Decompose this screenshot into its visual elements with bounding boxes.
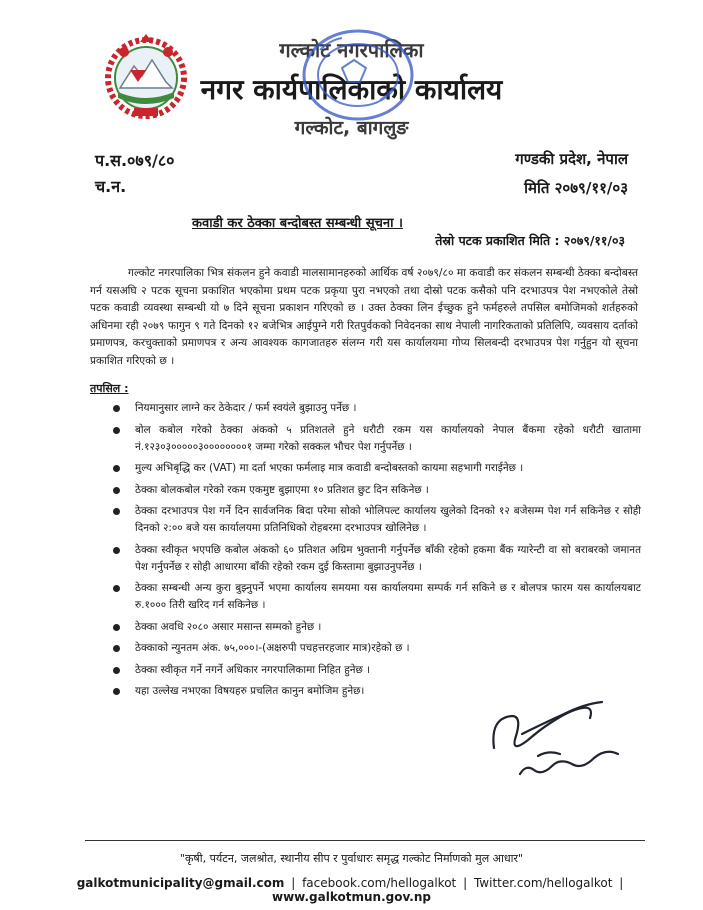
condition-text: यहा उल्लेख नभएका विषयहरु प्रचलित कानुन बमोजिम हुनेछ।	[135, 685, 365, 697]
notice-body: गल्कोट नगरपालिका भित्र संकलन हुने कवाडी मालसामानहरुको आर्थिक वर्ष २०७९/८० मा कवाडी कर संकलन सम्बन्धी ठेक्का बन्दोबस्त गर्न यसअघि २ पटक सूचना प्रकाशित भएकोमा प्रथम पटक प्रकृया पुरा नभएको तथा दोस्रो पटक कसैको पनि दरभाउपत्र पेश नभएकोले तेस्रो पटक कवाडी व्यवस्था सम्बन्धी यो ७ दिने सूचना प्रकाशन गरिएको छ । उक्त ठेक्का लिन ईच्छुक हुने फर्महरुले तपसिल बमोजिमको शर्तहरुको अधिनमा रही २०७९ फागुन ९ गते दिनको १२ बजेभित्र आईपुग्ने गरी रितपुर्वकको निवेदनका साथ नेपाली नागरिकताको प्रतिलिपि, व्यवसाय दर्ताको प्रमाणपत्र, करचुक्ताको प्रमाणपत्र र अन्य आवश्यक कागजातहरु संलग्न गरी यस कार्यालयमा गोप्य सिलबन्दी दरभाउपत्र पेश गर्नुहुन यो सूचना प्रकाशित गरिएको छ ।	[90, 267, 638, 367]
condition-text: ठेक्का स्वीकृत गर्ने नगर्ने अधिकार नगरपालिकामा निहित हुनेछ ।	[135, 663, 371, 676]
condition-text: मुल्य अभिबृद्धि कर (VAT) मा दर्ता भएका फर्मलाइ मात्र कवाडी बन्दोबस्तको कायमा सहभागी गराईनेछ ।	[135, 462, 524, 474]
notice-subject: कवाडी कर ठेक्का बन्दोबस्त सम्बन्धी सूचना ।	[192, 216, 403, 231]
contact-website[interactable]: www.galkotmun.gov.np	[271, 890, 431, 904]
office-title: नगर कार्यपालिकाको कार्यालय	[200, 73, 503, 106]
footer-divider	[85, 840, 645, 841]
list-item	[113, 482, 641, 499]
office-address: गल्कोट, बागलुङ	[294, 117, 409, 139]
bullet-icon	[113, 405, 120, 412]
details-heading: तपसिल :	[90, 382, 129, 395]
condition-text: ठेक्काको न्युनतम अंक. ७५,०००।-(अक्षरुपी पचहत्तरहजार मात्र)रहेको छ ।	[135, 642, 410, 654]
list-item	[113, 400, 641, 417]
contact-email[interactable]: galkotmunicipality@gmail.com	[76, 876, 285, 890]
list-item	[113, 503, 641, 537]
bullet-icon	[113, 427, 120, 434]
bullet-icon	[113, 547, 120, 554]
condition-text: बोल कबोल गरेको ठेक्का अंकको ५ प्रतिशतले हुने धरौटी रकम यस कार्यालयको नेपाल बैंकमा रहेको धरौटी खातामा नं.१२३०३०००००३००००००००१ जम्मा गरेको सक्कल भौचर पेश गर्नुपर्नेछ ।	[135, 423, 641, 453]
separator: |	[619, 876, 624, 890]
official-stamp-icon	[290, 20, 420, 130]
condition-text: ठेक्का अवधि २०८० असार मसान्त सम्मको हुनेछ ।	[135, 620, 322, 633]
list-item	[113, 619, 641, 636]
province-name: गण्डकी प्रदेश, नेपाल	[515, 150, 628, 168]
list-item	[113, 662, 641, 679]
condition-text: नियमानुसार लाग्ने कर ठेकेदार / फर्म स्वयंले बुझाउनु पर्नेछ ।	[135, 402, 357, 414]
list-item	[113, 640, 641, 657]
municipality-name: गल्कोट नगरपालिका	[279, 38, 424, 62]
footer-slogan: "कृषी, पर्यटन, जलश्रोत, स्थानीय सीप र पुर्वाधारः समृद्ध गल्कोट निर्माणको मुल आधार"	[179, 852, 524, 865]
condition-text: ठेक्का सम्बन्धी अन्य कुरा बुझ्नुपर्ने भएमा कार्यालय समयमा यस कार्यालयमा सम्पर्क गर्न सकिने छ र बोलपत्र फारम यस कार्यालयबाट रु.१००० तिरी खरिद गर्न सकिनेछ ।	[135, 582, 641, 611]
notice-date: मिति २०७९/११/०३	[524, 179, 628, 197]
list-item	[113, 580, 641, 614]
publication-date: तेस्रो पटक प्रकाशित मिति : २०७९/११/०३	[435, 233, 625, 248]
list-item	[113, 422, 641, 456]
signature-icon	[482, 678, 652, 788]
contact-facebook[interactable]: facebook.com/hellogalkot	[302, 876, 457, 890]
bullet-icon	[113, 624, 120, 631]
bullet-icon	[113, 465, 120, 472]
reference-number: प.स.०७९/८०	[95, 151, 175, 170]
list-item	[113, 542, 641, 576]
contact-twitter[interactable]: Twitter.com/hellogalkot	[473, 876, 613, 890]
condition-text: ठेक्का बोलकबोल गरेको रकम एकमुष्ट बुझाएमा १० प्रतिशत छुट दिन सकिनेछ ।	[135, 483, 429, 496]
bullet-icon	[113, 487, 120, 494]
bullet-icon	[113, 585, 120, 592]
separator: |	[463, 876, 468, 890]
condition-text: ठेक्का दरभाउपत्र पेश गर्ने दिन सार्वजनिक बिदा परेमा सोको भोलिपल्ट कार्यालय खुलेको दिनको १२ बजेसम्म पेश गर्न सकिनेछ र सोही दिनको २:०० बजे यस कार्यालयमा प्रतिनिधिको रोहबरमा दरभाउपत्र खोलिनेछ ।	[135, 505, 641, 534]
dispatch-number: च.न.	[95, 177, 127, 196]
bullet-icon	[113, 508, 120, 515]
condition-text: ठेक्का स्वीकृत भएपछि कबोल अंकको ६० प्रतिशत अग्रिम भुक्तानी गर्नुपर्नेछ बाँकी रहेको हकमा बैंक ग्यारेन्टी वा सो बराबरको जमानत पेश गर्नुपर्नेछ र सोही आधारमा बाँकी रहेको रकम दुई किस्तामा बुझाउनुपर्नेछ ।	[135, 543, 641, 573]
list-item	[113, 460, 641, 477]
bullet-icon	[113, 645, 120, 652]
bullet-icon	[113, 667, 120, 674]
separator: |	[291, 876, 296, 890]
conditions-list	[113, 400, 641, 705]
bullet-icon	[113, 688, 120, 695]
footer-contact	[0, 876, 703, 904]
